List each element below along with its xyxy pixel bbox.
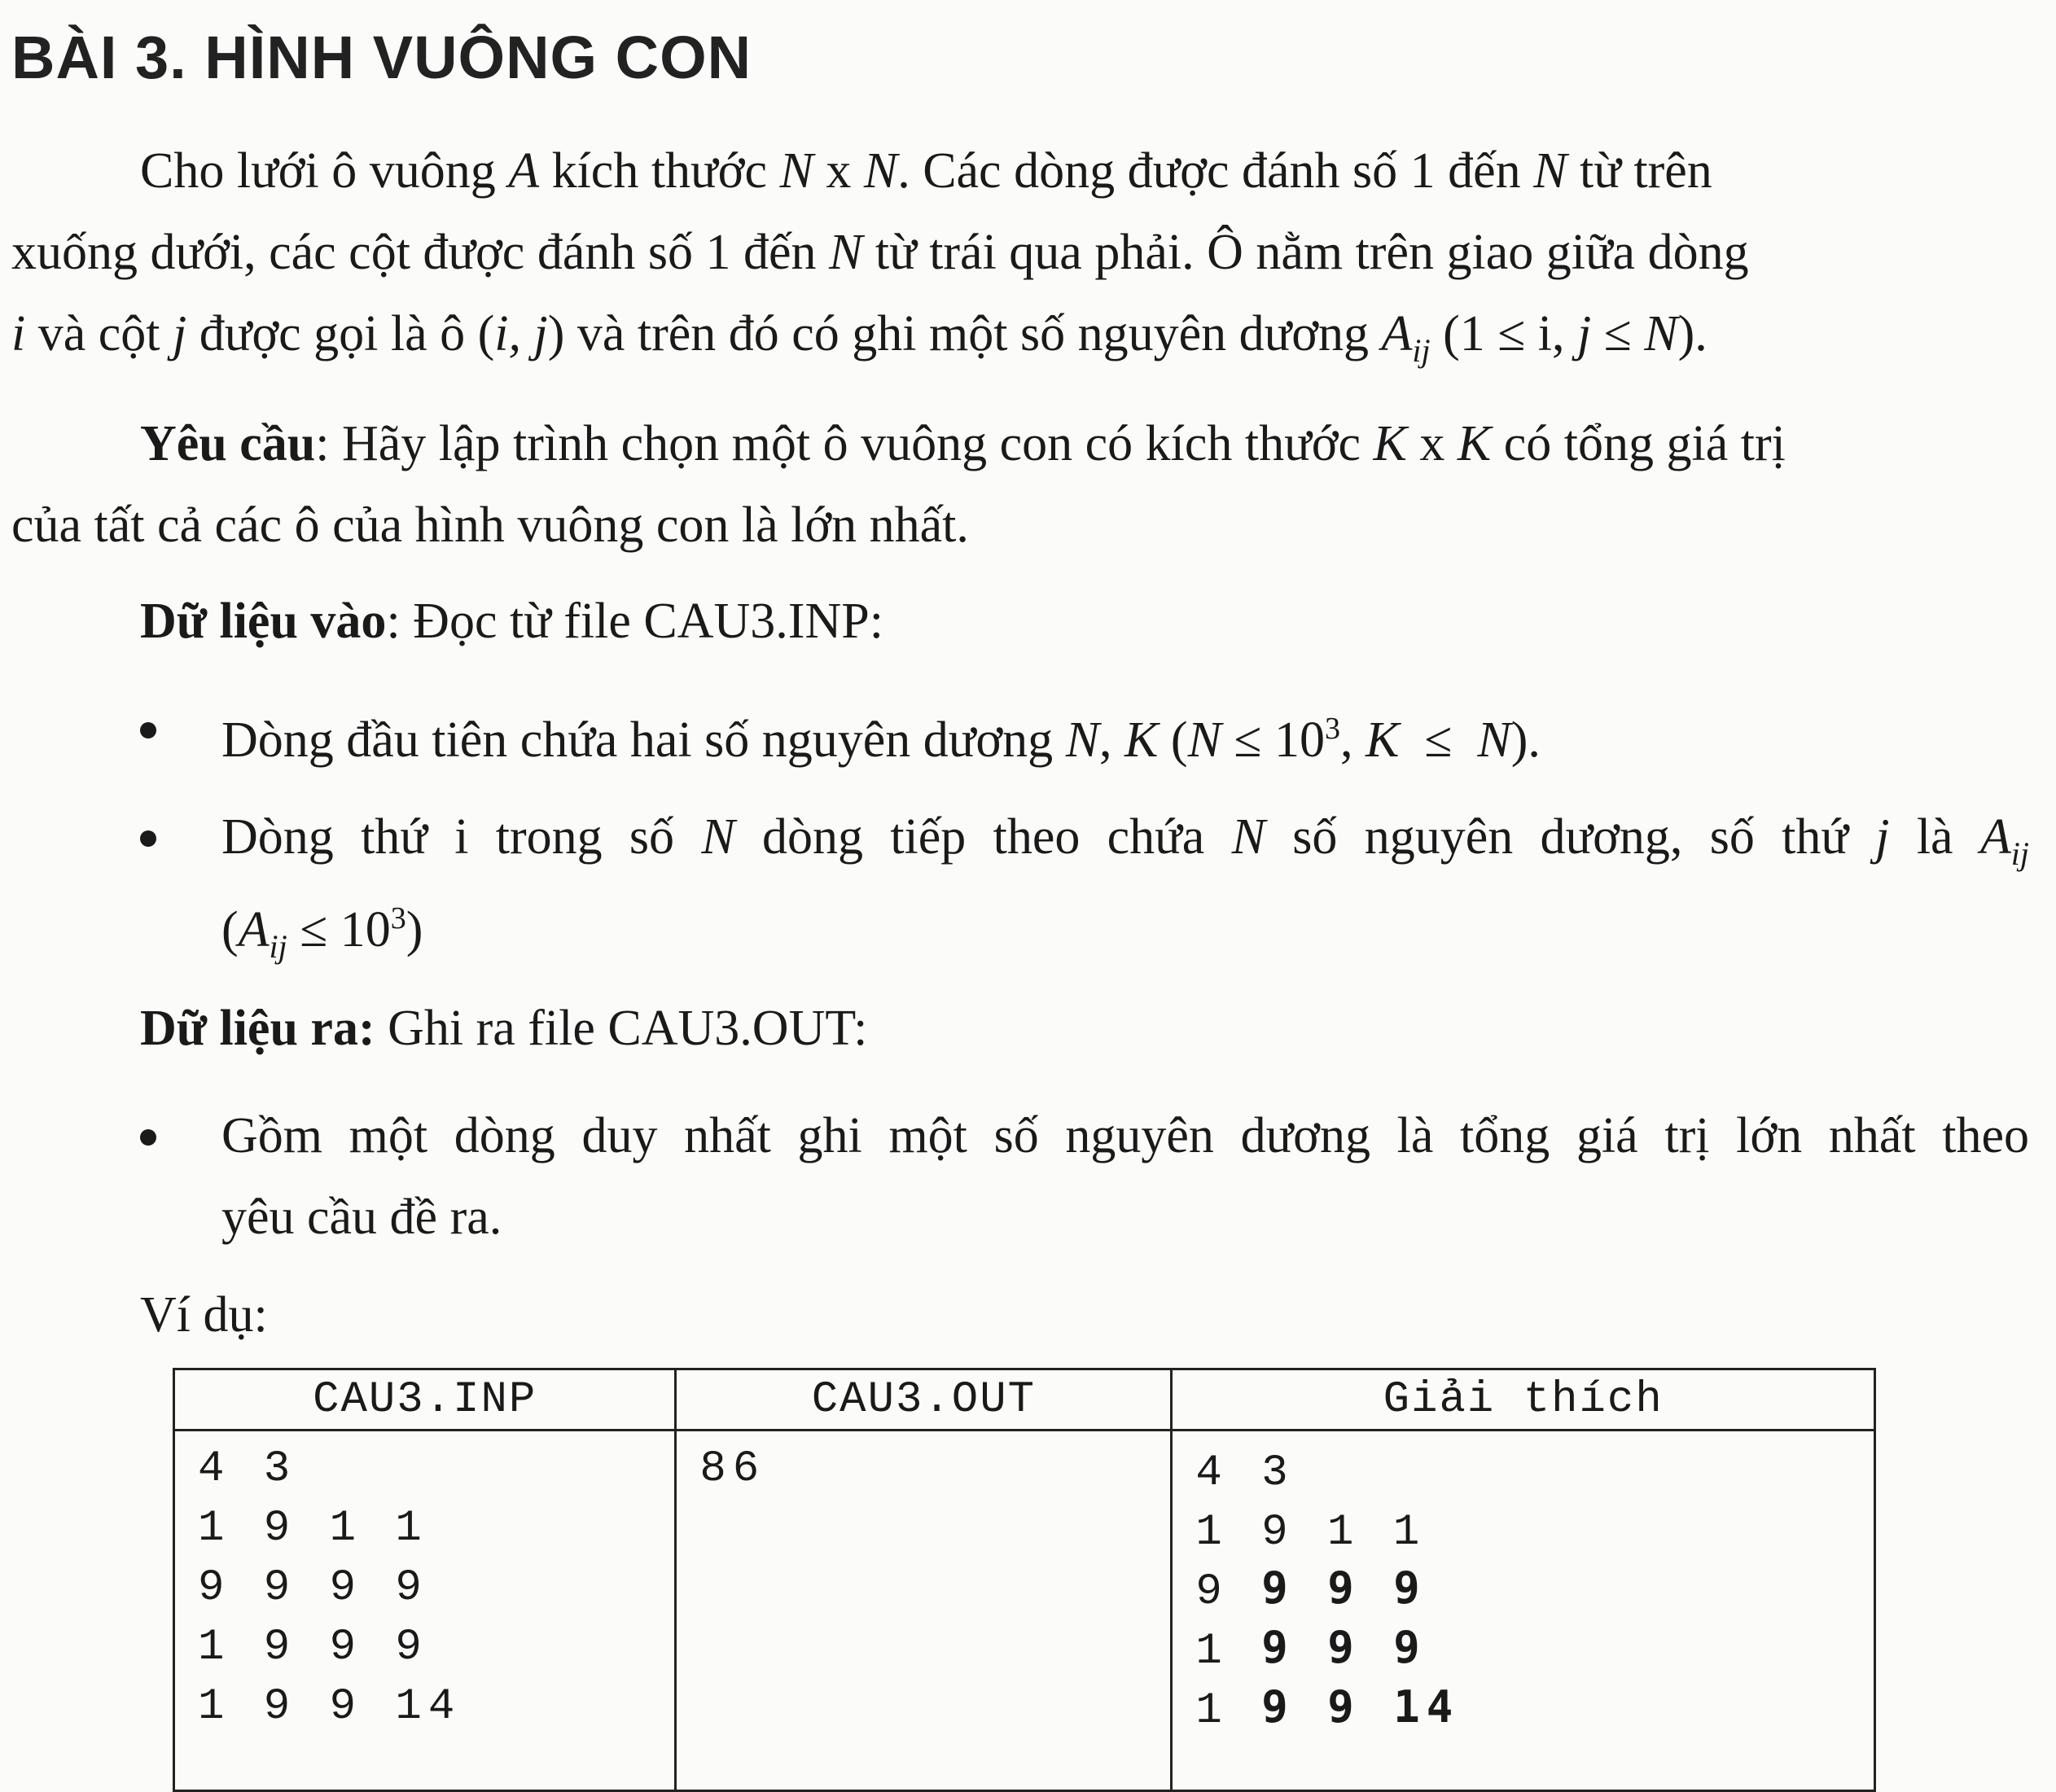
request-label: Yêu cầu: [140, 416, 316, 471]
header-out: CAU3.OUT: [676, 1369, 1172, 1431]
inp-line: 1 9 1 1: [198, 1504, 428, 1553]
table-header-row: [174, 1369, 1875, 1431]
intro-paragraph: [11, 130, 2031, 212]
intro-line-2: xuống dưới, các cột được đánh số 1 đến N từ trái qua phải. Ô nằm trên giao giữa dòng: [11, 225, 1749, 280]
input-heading: Dữ liệu vào: Đọc từ file CAU3.INP:: [140, 594, 883, 649]
cell-out: [676, 1431, 1172, 1791]
header-explanation: Giải thích: [1172, 1369, 1875, 1431]
header-inp: CAU3.INP: [174, 1369, 676, 1431]
expl-line: 4 3: [1195, 1448, 1295, 1498]
request-line-2: của tất cả các ô của hình vuông con là lớn nhất.: [11, 497, 969, 553]
expl-line: 1 9 1 1: [1195, 1508, 1427, 1558]
example-label: Ví dụ:: [140, 1287, 268, 1343]
example-table: [173, 1368, 1876, 1792]
inp-line: 1 9 9 14: [198, 1682, 462, 1732]
output-heading: Dữ liệu ra: Ghi ra file CAU3.OUT:: [140, 1001, 868, 1056]
document-page: BÀI 3. HÌNH VUÔNG CON Cho lưới ô vuông A kích thước N x N. Các dòng được đánh số 1 đến N từ trên xuống dưới, các cột được đánh số 1 đến N từ trái qua phải. Ô nằm trên giao giữa dòng i và cột j được gọi là ô (i, j) và trên đó có ghi một số nguyên dương $A_{ij}$ (1 ≤ i, j ≤ N). Yêu cầu: Hãy lập trình chọn một ô vuông con có kích thước K x K có tổng giá trị của tất cả các ô của hình vuông con là lớn nhất. Dữ liệu vào: Đọc từ file CAU3.INP: Dòng đầu tiên chứa hai số nguyên dương N, K ($N \le 10^3$, K ≤ N). Dòng thứ i trong số N dòng tiếp theo chứa N số nguyên dương, số thứ j là $A_{ij}$ $(A_{ij} \le 10^3)$ Dữ liệu ra: Ghi ra file CAU3.OUT: Gồm một dòng duy nhất ghi một số nguyên dương là tổng giá trị lớn nhất theo yêu cầu đề ra. Ví dụ: CAU3.INP CAU3.OUT Giải thích 4 3 1 9 1 1 9 9 9 9 1 9 9 9 1 9 9 14 86 4 3 1 9 1 1 9 9 9 9 1 9 9 9 1 9 9 14: [0, 0, 2056, 1733]
bullet-dot: [140, 1129, 156, 1146]
inp-line: 4 3: [198, 1444, 297, 1494]
cell-explanation: [1172, 1431, 1875, 1791]
bullet-dot: [140, 722, 156, 738]
bullet-dot: [140, 830, 156, 847]
expl-line: 1 9 9 9: [1195, 1622, 1427, 1676]
request-line-1: Yêu cầu: Hãy lập trình chọn một ô vuông con có kích thước K x K có tổng giá trị: [140, 416, 1786, 471]
problem-title: BÀI 3. HÌNH VUÔNG CON: [11, 24, 752, 91]
intro-line-3: i và cột j được gọi là ô (i, j) và trên đó có ghi một số nguyên dương $A_{ij}$ (1 ≤ i, j ≤ N).: [11, 306, 1707, 369]
intro-line-1: Cho lưới ô vuông A kích thước N x N. Các dòng được đánh số 1 đến N từ trên: [140, 143, 1712, 199]
cell-inp: [174, 1431, 676, 1791]
inp-line: 9 9 9 9: [198, 1563, 428, 1613]
table-row: [174, 1431, 1875, 1791]
expl-line: 9 9 9 9: [1195, 1562, 1427, 1617]
inp-line: 1 9 9 9: [198, 1623, 428, 1672]
expl-line: 1 9 9 14: [1195, 1681, 1460, 1736]
out-line: 86: [699, 1444, 766, 1494]
